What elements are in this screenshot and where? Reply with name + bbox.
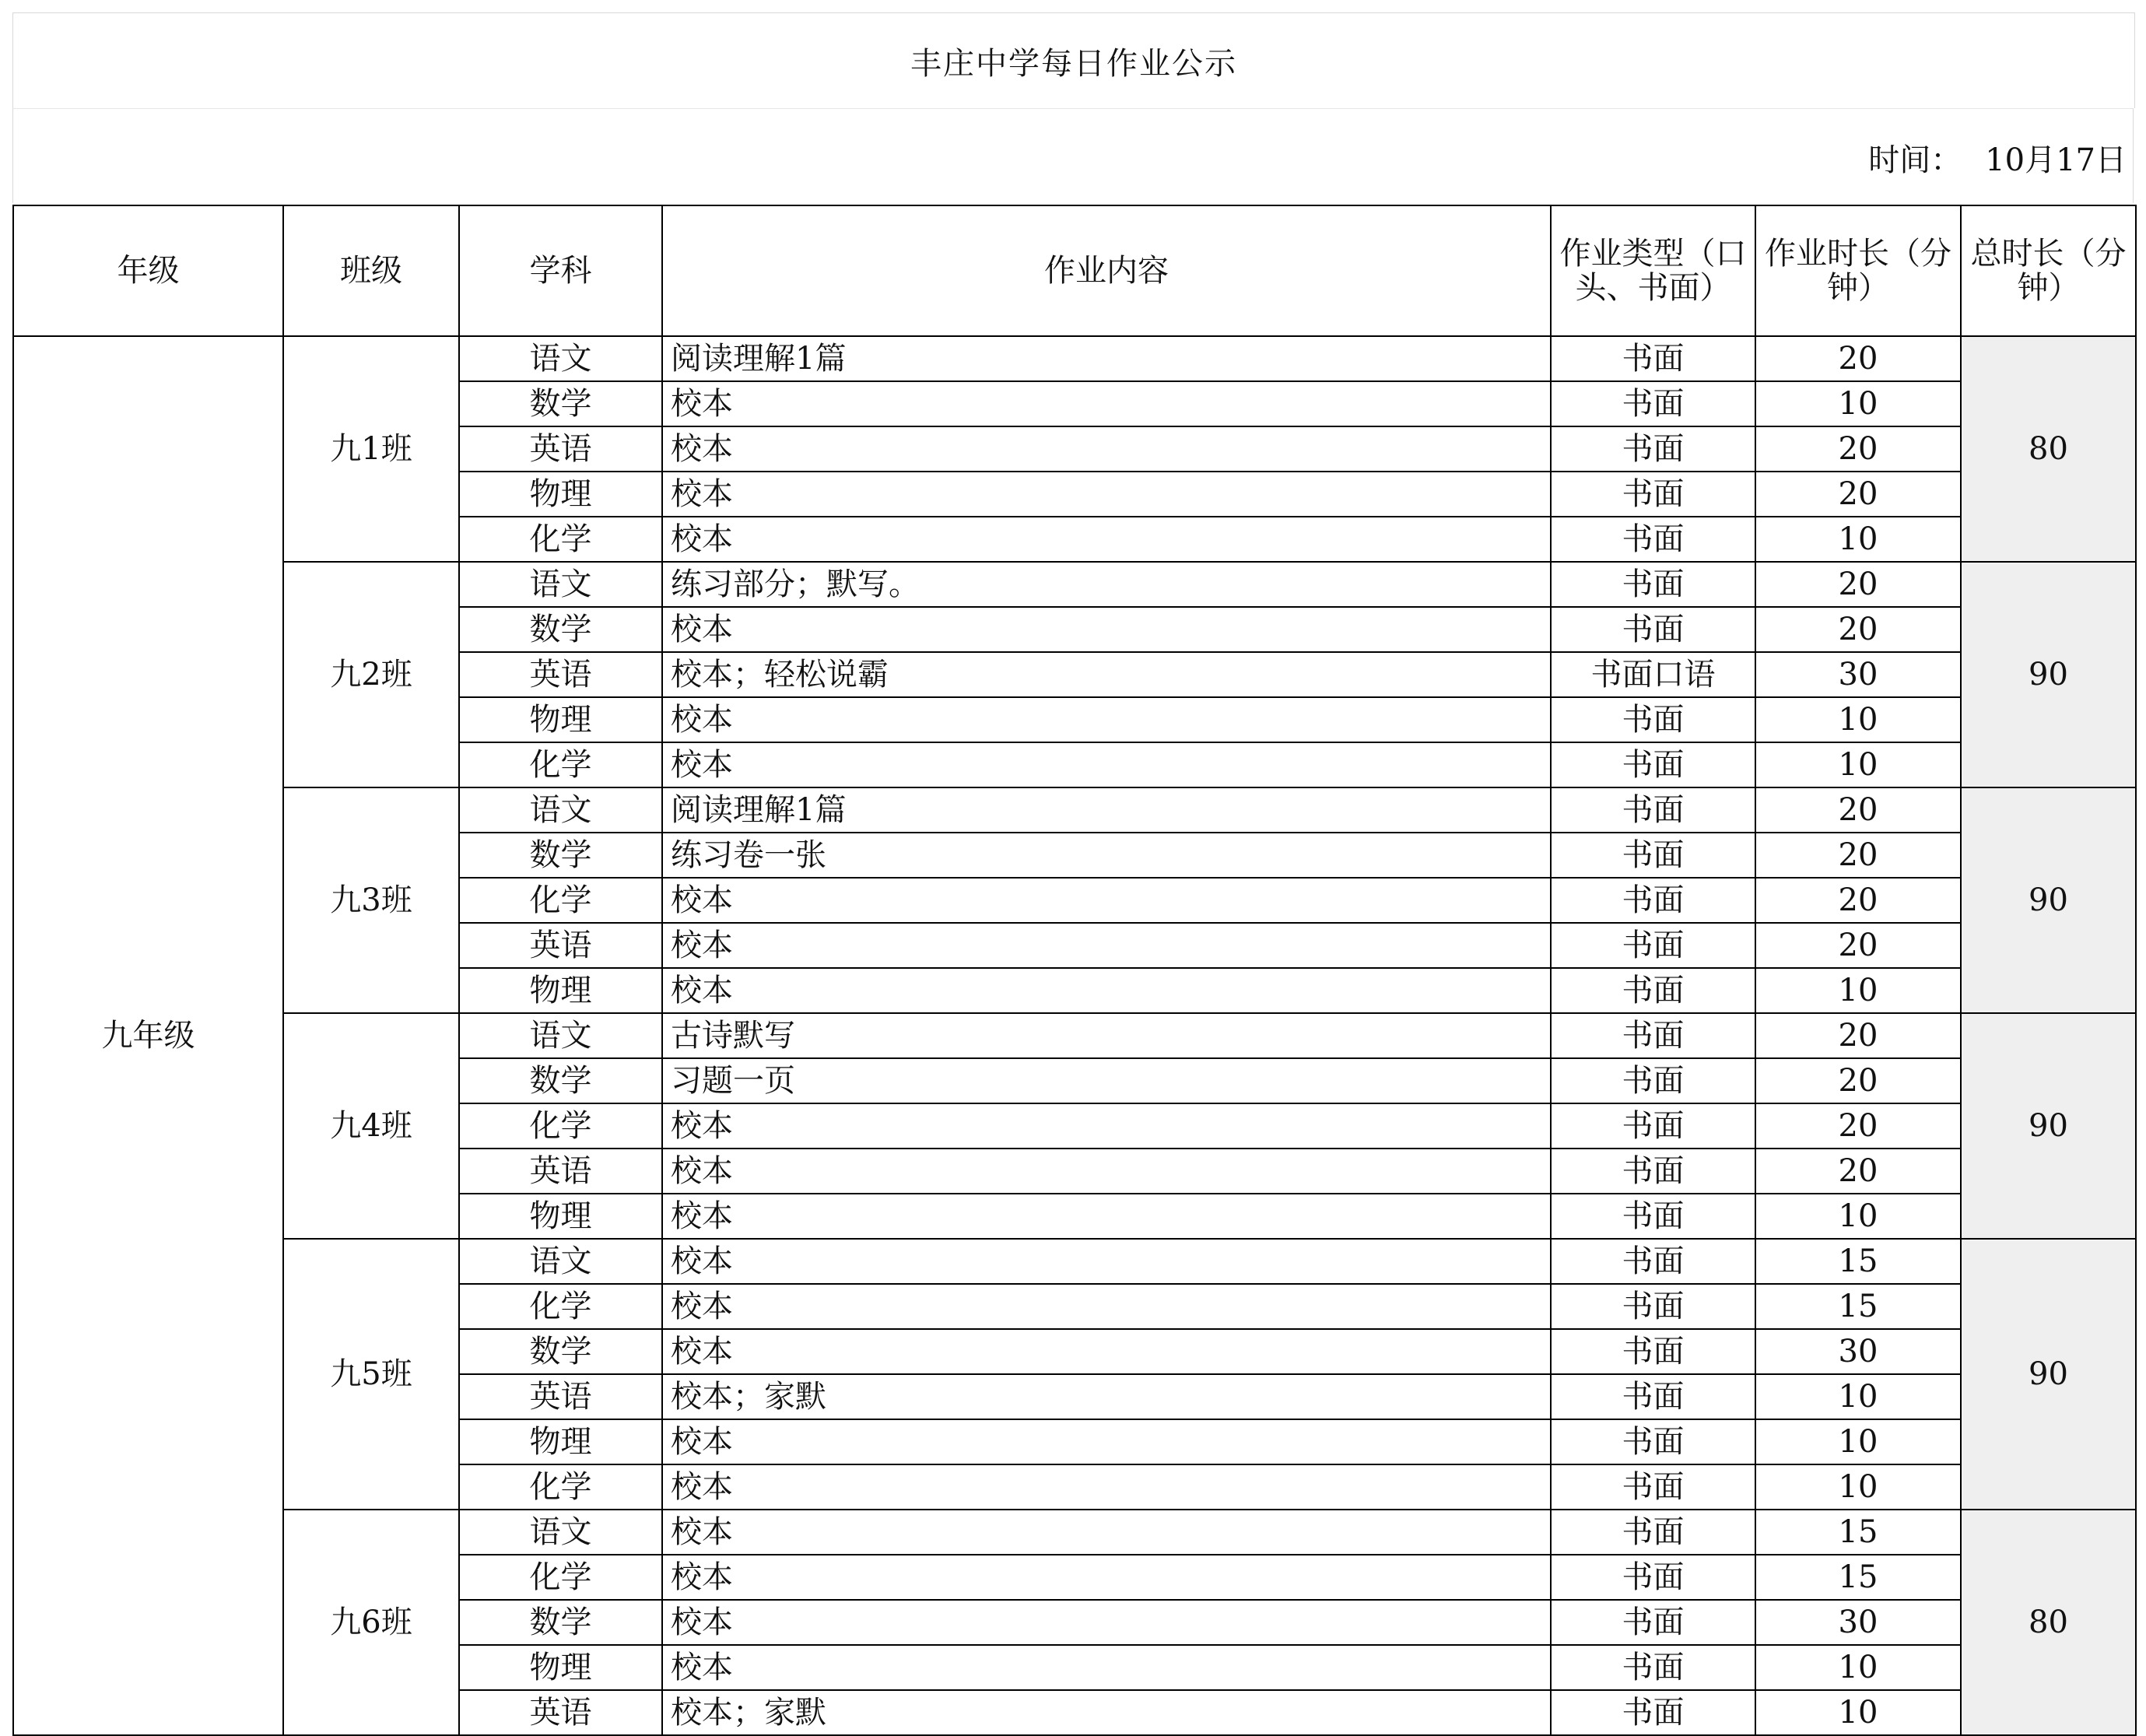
minutes-cell: 20	[1755, 1013, 1961, 1058]
type-cell: 书面	[1551, 1329, 1755, 1374]
total-cell: 90	[1961, 1239, 2136, 1510]
type-cell: 书面	[1551, 1645, 1755, 1690]
header-grade: 年级	[13, 205, 283, 336]
table-header-row	[13, 205, 2136, 336]
minutes-cell: 20	[1755, 562, 1961, 607]
minutes-cell: 15	[1755, 1555, 1961, 1600]
table-row	[13, 562, 2136, 607]
content-cell: 校本；轻松说霸	[662, 652, 1551, 697]
minutes-cell: 10	[1755, 1374, 1961, 1419]
total-cell: 90	[1961, 562, 2136, 787]
content-cell: 古诗默写	[662, 1013, 1551, 1058]
type-cell: 书面	[1551, 1555, 1755, 1600]
class-cell: 九2班	[283, 562, 459, 787]
minutes-cell: 10	[1755, 1419, 1961, 1464]
type-cell: 书面	[1551, 1600, 1755, 1645]
subject-cell: 语文	[459, 787, 662, 833]
type-cell: 书面	[1551, 472, 1755, 517]
homework-table	[12, 205, 2137, 1736]
subject-cell: 物理	[459, 697, 662, 742]
subject-cell: 英语	[459, 652, 662, 697]
minutes-cell: 10	[1755, 517, 1961, 562]
type-cell: 书面	[1551, 878, 1755, 923]
minutes-cell: 20	[1755, 833, 1961, 878]
minutes-cell: 10	[1755, 968, 1961, 1013]
class-cell: 九6班	[283, 1510, 459, 1735]
minutes-cell: 10	[1755, 1464, 1961, 1510]
minutes-cell: 20	[1755, 426, 1961, 472]
content-cell: 校本	[662, 1329, 1551, 1374]
subject-cell: 英语	[459, 426, 662, 472]
content-cell: 校本；家默	[662, 1690, 1551, 1735]
table-row	[13, 336, 2136, 381]
content-cell: 校本	[662, 1645, 1551, 1690]
subject-cell: 语文	[459, 1239, 662, 1284]
subject-cell: 数学	[459, 607, 662, 652]
content-cell: 校本	[662, 1510, 1551, 1555]
minutes-cell: 20	[1755, 878, 1961, 923]
content-cell: 校本	[662, 1600, 1551, 1645]
type-cell: 书面	[1551, 1690, 1755, 1735]
type-cell: 书面	[1551, 1058, 1755, 1103]
date-row	[12, 108, 2134, 203]
header-type: 作业类型（口头、书面）	[1551, 205, 1755, 336]
content-cell: 校本	[662, 742, 1551, 787]
subject-cell: 英语	[459, 923, 662, 968]
type-cell: 书面	[1551, 968, 1755, 1013]
subject-cell: 物理	[459, 1194, 662, 1239]
type-cell: 书面	[1551, 1419, 1755, 1464]
content-cell: 阅读理解1篇	[662, 787, 1551, 833]
minutes-cell: 10	[1755, 742, 1961, 787]
minutes-cell: 20	[1755, 1058, 1961, 1103]
type-cell: 书面口语	[1551, 652, 1755, 697]
subject-cell: 数学	[459, 833, 662, 878]
subject-cell: 化学	[459, 1103, 662, 1149]
subject-cell: 语文	[459, 1510, 662, 1555]
total-cell: 90	[1961, 787, 2136, 1013]
type-cell: 书面	[1551, 381, 1755, 426]
page-title: 丰庄中学每日作业公示	[12, 12, 2135, 108]
type-cell: 书面	[1551, 426, 1755, 472]
minutes-cell: 30	[1755, 1329, 1961, 1374]
subject-cell: 数学	[459, 1329, 662, 1374]
grade-cell: 九年级	[13, 336, 283, 1735]
date-label: 时间：	[1868, 142, 1962, 178]
type-cell: 书面	[1551, 1510, 1755, 1555]
content-cell: 校本	[662, 517, 1551, 562]
minutes-cell: 20	[1755, 1103, 1961, 1149]
subject-cell: 物理	[459, 1645, 662, 1690]
content-cell: 校本	[662, 426, 1551, 472]
subject-cell: 物理	[459, 968, 662, 1013]
minutes-cell: 20	[1755, 336, 1961, 381]
minutes-cell: 10	[1755, 697, 1961, 742]
content-cell: 校本	[662, 1194, 1551, 1239]
type-cell: 书面	[1551, 1194, 1755, 1239]
content-cell: 校本	[662, 1239, 1551, 1284]
subject-cell: 化学	[459, 1284, 662, 1329]
content-cell: 练习部分；默写。	[662, 562, 1551, 607]
type-cell: 书面	[1551, 1239, 1755, 1284]
table-body	[13, 336, 2136, 1735]
type-cell: 书面	[1551, 1284, 1755, 1329]
type-cell: 书面	[1551, 742, 1755, 787]
type-cell: 书面	[1551, 1374, 1755, 1419]
content-cell: 练习卷一张	[662, 833, 1551, 878]
subject-cell: 语文	[459, 336, 662, 381]
type-cell: 书面	[1551, 1149, 1755, 1194]
type-cell: 书面	[1551, 562, 1755, 607]
minutes-cell: 10	[1755, 381, 1961, 426]
content-cell: 校本	[662, 381, 1551, 426]
type-cell: 书面	[1551, 923, 1755, 968]
minutes-cell: 15	[1755, 1239, 1961, 1284]
minutes-cell: 20	[1755, 787, 1961, 833]
total-cell: 80	[1961, 336, 2136, 562]
minutes-cell: 10	[1755, 1194, 1961, 1239]
type-cell: 书面	[1551, 517, 1755, 562]
minutes-cell: 30	[1755, 652, 1961, 697]
content-cell: 校本	[662, 607, 1551, 652]
minutes-cell: 10	[1755, 1645, 1961, 1690]
content-cell: 校本	[662, 923, 1551, 968]
class-cell: 九3班	[283, 787, 459, 1013]
content-cell: 习题一页	[662, 1058, 1551, 1103]
header-content: 作业内容	[662, 205, 1551, 336]
subject-cell: 语文	[459, 1013, 662, 1058]
minutes-cell: 10	[1755, 1690, 1961, 1735]
subject-cell: 化学	[459, 1555, 662, 1600]
subject-cell: 数学	[459, 1058, 662, 1103]
minutes-cell: 30	[1755, 1600, 1961, 1645]
type-cell: 书面	[1551, 336, 1755, 381]
header-total: 总时长（分钟）	[1961, 205, 2136, 336]
content-cell: 校本	[662, 1149, 1551, 1194]
subject-cell: 语文	[459, 562, 662, 607]
class-cell: 九4班	[283, 1013, 459, 1239]
type-cell: 书面	[1551, 697, 1755, 742]
header-duration: 作业时长（分钟）	[1755, 205, 1961, 336]
table-row	[13, 1239, 2136, 1284]
content-cell: 校本；家默	[662, 1374, 1551, 1419]
content-cell: 校本	[662, 1555, 1551, 1600]
header-class: 班级	[283, 205, 459, 336]
header-subject: 学科	[459, 205, 662, 336]
type-cell: 书面	[1551, 833, 1755, 878]
content-cell: 校本	[662, 1464, 1551, 1510]
class-cell: 九1班	[283, 336, 459, 562]
date-value: 10月17日	[1985, 142, 2127, 178]
content-cell: 校本	[662, 1419, 1551, 1464]
total-cell: 80	[1961, 1510, 2136, 1735]
type-cell: 书面	[1551, 1103, 1755, 1149]
content-cell: 校本	[662, 968, 1551, 1013]
class-cell: 九5班	[283, 1239, 459, 1510]
subject-cell: 英语	[459, 1690, 662, 1735]
type-cell: 书面	[1551, 1464, 1755, 1510]
minutes-cell: 20	[1755, 472, 1961, 517]
subject-cell: 物理	[459, 472, 662, 517]
subject-cell: 英语	[459, 1149, 662, 1194]
subject-cell: 数学	[459, 1600, 662, 1645]
table-row	[13, 1510, 2136, 1555]
subject-cell: 化学	[459, 517, 662, 562]
minutes-cell: 15	[1755, 1510, 1961, 1555]
minutes-cell: 15	[1755, 1284, 1961, 1329]
minutes-cell: 20	[1755, 923, 1961, 968]
subject-cell: 化学	[459, 878, 662, 923]
minutes-cell: 20	[1755, 1149, 1961, 1194]
subject-cell: 英语	[459, 1374, 662, 1419]
content-cell: 校本	[662, 1284, 1551, 1329]
content-cell: 阅读理解1篇	[662, 336, 1551, 381]
type-cell: 书面	[1551, 607, 1755, 652]
type-cell: 书面	[1551, 1013, 1755, 1058]
subject-cell: 化学	[459, 742, 662, 787]
content-cell: 校本	[662, 1103, 1551, 1149]
table-row	[13, 787, 2136, 833]
content-cell: 校本	[662, 472, 1551, 517]
subject-cell: 数学	[459, 381, 662, 426]
content-cell: 校本	[662, 878, 1551, 923]
content-cell: 校本	[662, 697, 1551, 742]
type-cell: 书面	[1551, 787, 1755, 833]
subject-cell: 化学	[459, 1464, 662, 1510]
subject-cell: 物理	[459, 1419, 662, 1464]
total-cell: 90	[1961, 1013, 2136, 1239]
table-row	[13, 1013, 2136, 1058]
minutes-cell: 20	[1755, 607, 1961, 652]
